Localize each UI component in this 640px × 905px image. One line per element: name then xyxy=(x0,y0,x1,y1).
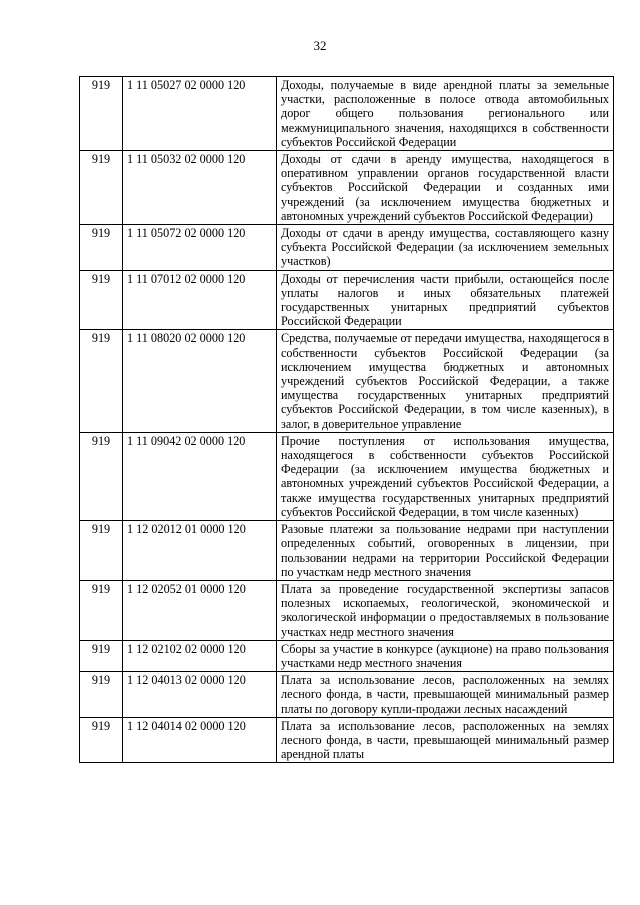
table-row xyxy=(80,432,614,520)
admin-code-cell: 919 xyxy=(80,270,123,330)
budget-code-cell: 1 11 09042 02 0000 120 xyxy=(123,432,277,520)
budget-code-cell: 1 12 04014 02 0000 120 xyxy=(123,717,277,763)
table-row xyxy=(80,270,614,330)
budget-code-cell: 1 11 05027 02 0000 120 xyxy=(123,77,277,151)
budget-code-cell: 1 12 02052 01 0000 120 xyxy=(123,580,277,640)
admin-code-cell: 919 xyxy=(80,672,123,718)
admin-code-cell: 919 xyxy=(80,580,123,640)
description-cell: Плата за использование лесов, расположенных на землях лесного фонда, в части, превышающей минимальный размер платы по договору купли-продажи лесных насаждений xyxy=(277,672,614,718)
revenue-codes-table xyxy=(79,76,614,763)
description-cell: Доходы от перечисления части прибыли, остающейся после уплаты налогов и иных обязательных платежей государственных унитарных предприятий субъектов Российской Федерации xyxy=(277,270,614,330)
table-row xyxy=(80,151,614,225)
budget-code-cell: 1 12 04013 02 0000 120 xyxy=(123,672,277,718)
budget-code-cell: 1 11 05032 02 0000 120 xyxy=(123,151,277,225)
budget-code-cell: 1 12 02102 02 0000 120 xyxy=(123,640,277,671)
admin-code-cell: 919 xyxy=(80,717,123,763)
admin-code-cell: 919 xyxy=(80,432,123,520)
description-cell: Плата за проведение государственной экспертизы запасов полезных ископаемых, геологической, экономической и экологической информации о предоставляемых в пользование участках недр местного значения xyxy=(277,580,614,640)
page-number: 32 xyxy=(313,38,327,53)
table-row xyxy=(80,521,614,581)
table-row xyxy=(80,640,614,671)
description-cell: Плата за использование лесов, расположенных на землях лесного фонда, в части, превышающей минимальный размер арендной платы xyxy=(277,717,614,763)
admin-code-cell: 919 xyxy=(80,521,123,581)
budget-code-cell: 1 11 07012 02 0000 120 xyxy=(123,270,277,330)
admin-code-cell: 919 xyxy=(80,151,123,225)
table-row xyxy=(80,580,614,640)
description-cell: Доходы от сдачи в аренду имущества, находящегося в оперативном управлении органов государственной власти субъектов Российской Федерации и созданных ими учреждений (за исключением имущества бюджетных и автономных учреждений субъектов Российской Федерации) xyxy=(277,151,614,225)
description-cell: Прочие поступления от использования имущества, находящегося в собственности субъектов Российской Федерации (за исключением имущества бюджетных и автономных учреждений субъектов Российской Федерации, а также имущества государственных унитарных предприятий субъектов Российской Федерации, в том числе казенных) xyxy=(277,432,614,520)
table-row xyxy=(80,717,614,763)
table-row xyxy=(80,225,614,271)
admin-code-cell: 919 xyxy=(80,330,123,432)
budget-code-cell: 1 12 02012 01 0000 120 xyxy=(123,521,277,581)
admin-code-cell: 919 xyxy=(80,225,123,271)
admin-code-cell: 919 xyxy=(80,640,123,671)
table-body xyxy=(80,77,614,763)
table-row xyxy=(80,672,614,718)
budget-code-cell: 1 11 08020 02 0000 120 xyxy=(123,330,277,432)
description-cell: Доходы от сдачи в аренду имущества, составляющего казну субъекта Российской Федерации (за исключением земельных участков) xyxy=(277,225,614,271)
description-cell: Средства, получаемые от передачи имущества, находящегося в собственности субъектов Российской Федерации (за исключением имущества бюджетных и автономных учреждений субъектов Российской Федерации, а также имущества государственных унитарных предприятий субъектов Российской Федерации, в том числе казенных), в залог, в доверительное управление xyxy=(277,330,614,432)
description-cell: Сборы за участие в конкурсе (аукционе) на право пользования участками недр местного значения xyxy=(277,640,614,671)
description-cell: Разовые платежи за пользование недрами при наступлении определенных событий, оговоренных в лицензии, при пользовании недрами на территории Российской Федерации по участкам недр местного значения xyxy=(277,521,614,581)
admin-code-cell: 919 xyxy=(80,77,123,151)
table-row xyxy=(80,330,614,432)
description-cell: Доходы, получаемые в виде арендной платы за земельные участки, расположенные в полосе отвода автомобильных дорог общего пользования регионального или межмуниципального значения, находящихся в собственности субъектов Российской Федерации xyxy=(277,77,614,151)
table-row xyxy=(80,77,614,151)
budget-code-cell: 1 11 05072 02 0000 120 xyxy=(123,225,277,271)
